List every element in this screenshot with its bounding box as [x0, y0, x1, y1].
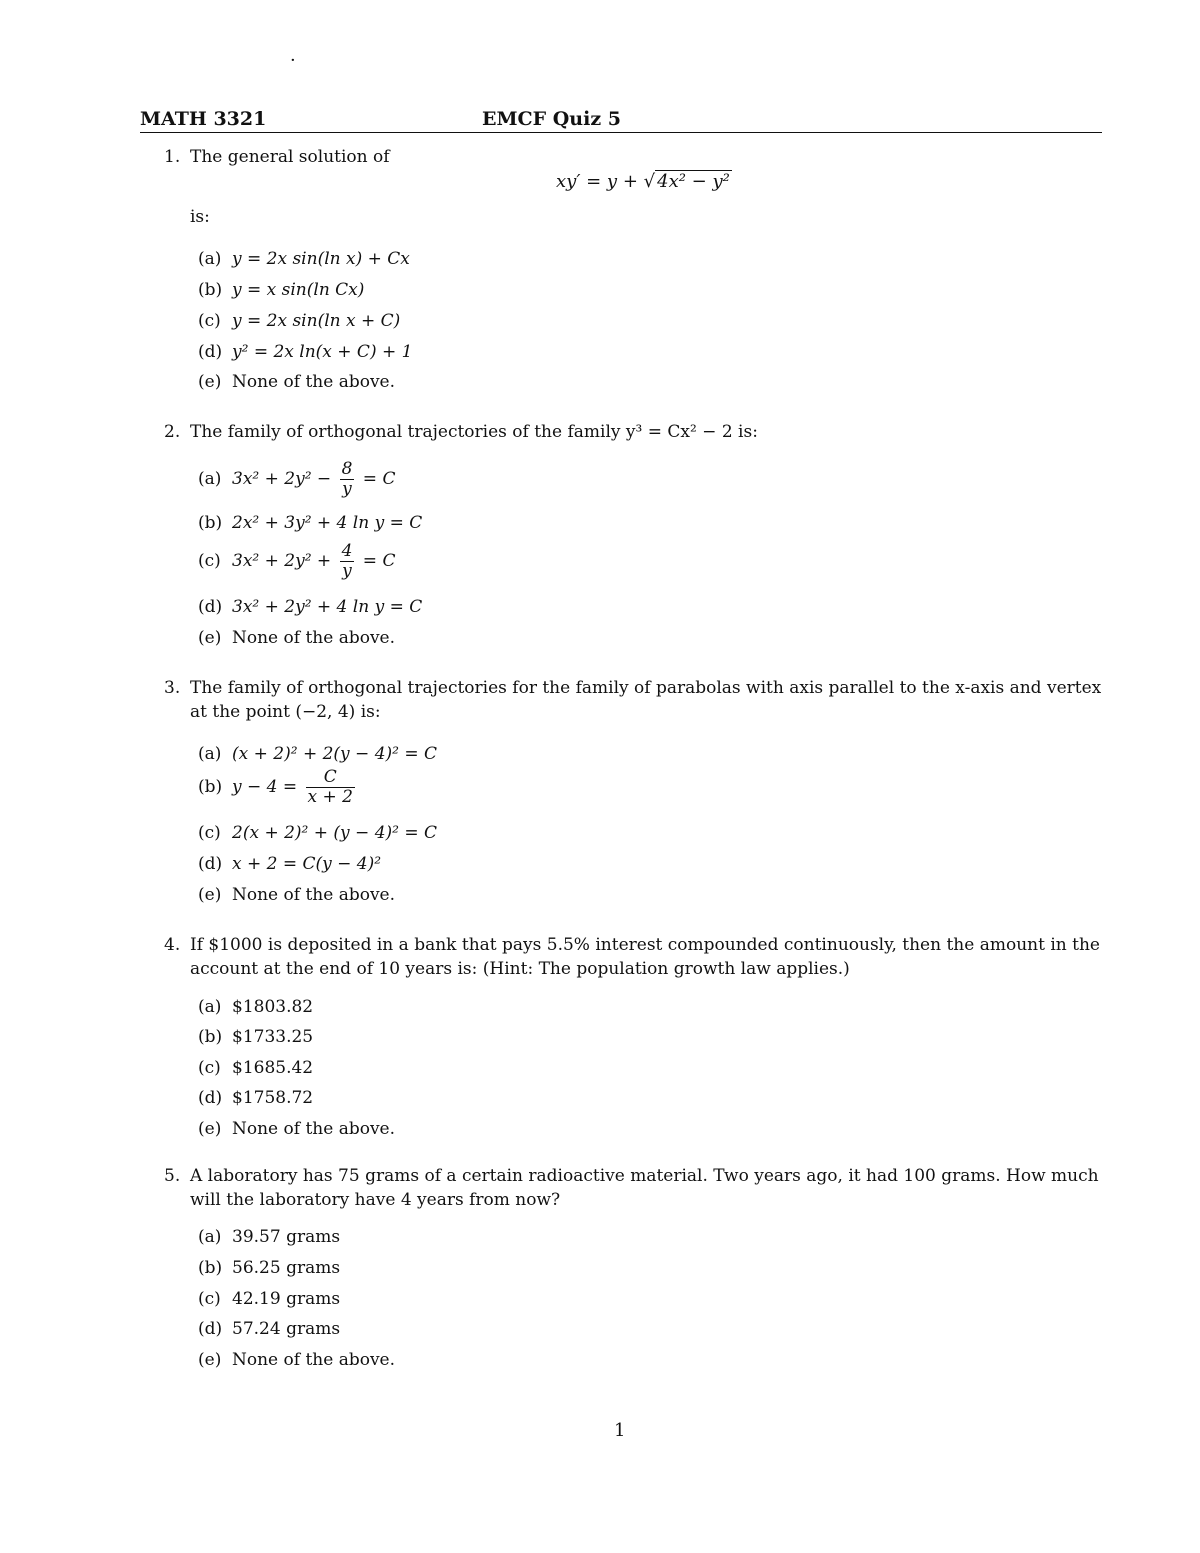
option-text: 57.24 grams [232, 1319, 341, 1339]
fraction-denominator: y [340, 561, 355, 581]
option-pre: 3x² + 2y² + [232, 551, 337, 571]
option-text: $1803.82 [232, 997, 314, 1017]
answer-option [198, 1347, 395, 1373]
option-text: y = 2x sin(ln x) + Cx [232, 249, 410, 269]
quiz-title: EMCF Quiz 5 [482, 108, 621, 130]
fraction-numerator: 4 [341, 541, 353, 561]
option-label: (c) [198, 551, 221, 571]
answer-option [198, 768, 358, 807]
option-label: (d) [198, 1319, 223, 1339]
answer-option [198, 820, 437, 846]
answer-option [198, 246, 410, 272]
option-pre: 3x² + 2y² − [232, 469, 337, 489]
option-label: (e) [198, 628, 222, 648]
radical-sign: √ [643, 171, 656, 192]
page-header [140, 108, 1102, 133]
option-text: $1758.72 [232, 1088, 314, 1108]
question-suffix: is: [190, 207, 210, 227]
stray-dot: · [290, 50, 296, 71]
question-text: The family of orthogonal trajectories for the family of parabolas with axis parallel to the x-axis and vertex at the point (−2, 4) is: [190, 678, 1102, 722]
answer-option [198, 625, 395, 651]
option-label: (a) [198, 1227, 222, 1247]
option-text: y² = 2x ln(x + C) + 1 [232, 342, 413, 362]
question-number: 1. [164, 147, 181, 167]
page-number: 1 [614, 1420, 626, 1441]
option-text: $1685.42 [232, 1058, 314, 1078]
option-text: 42.19 grams [232, 1289, 341, 1309]
question-text: A laboratory has 75 grams of a certain radioactive material. Two years ago, it had 100 grams. How much will the laboratory have 4 years from now? [190, 1166, 1099, 1210]
option-text: 3x² + 2y² + 4 ln y = C [232, 597, 423, 617]
option-label: (d) [198, 1088, 223, 1108]
answer-option [198, 851, 381, 877]
option-pre: y − 4 = [232, 777, 303, 797]
fraction-denominator: y [340, 479, 355, 499]
fraction [306, 768, 355, 807]
fraction-numerator: 8 [341, 459, 353, 479]
answer-option [198, 994, 313, 1020]
option-post: = C [357, 469, 396, 489]
equation-lhs: xy′ = y + [556, 171, 644, 192]
option-label: (c) [198, 311, 221, 331]
option-label: (e) [198, 1119, 222, 1139]
option-label: (b) [198, 513, 223, 533]
question-number: 3. [164, 678, 181, 698]
question-equation [556, 170, 732, 192]
answer-option [198, 1224, 340, 1250]
option-label: (c) [198, 823, 221, 843]
option-post: = C [357, 551, 396, 571]
option-text: 2x² + 3y² + 4 ln y = C [232, 513, 423, 533]
option-text: x + 2 = C(y − 4)² [232, 854, 382, 874]
option-label: (c) [198, 1289, 221, 1309]
answer-option [198, 460, 395, 499]
answer-option [198, 1255, 340, 1281]
question-number: 4. [164, 935, 181, 955]
answer-option [198, 594, 422, 620]
fraction-numerator: C [323, 767, 337, 787]
option-text: 2(x + 2)² + (y − 4)² = C [232, 823, 438, 843]
question-number: 5. [164, 1166, 181, 1186]
answer-option [198, 741, 437, 767]
answer-option [198, 1024, 313, 1050]
answer-option [198, 1116, 395, 1142]
option-text: None of the above. [232, 885, 396, 905]
option-text: $1733.25 [232, 1027, 314, 1047]
option-label: (b) [198, 1027, 223, 1047]
option-label: (c) [198, 1058, 221, 1078]
answer-option [198, 1055, 313, 1081]
option-text: None of the above. [232, 628, 396, 648]
question-text: The family of orthogonal trajectories of the family y³ = Cx² − 2 is: [190, 422, 758, 442]
option-label: (e) [198, 885, 222, 905]
answer-option [198, 1316, 340, 1342]
question-text: If $1000 is deposited in a bank that pays 5.5% interest compounded continuously, then the amount in the account at the end of 10 years is: (Hint: The population growth law applies.) [190, 935, 1100, 979]
question-text: The general solution of [190, 147, 390, 167]
option-label: (e) [198, 1350, 222, 1370]
fraction-denominator: x + 2 [307, 787, 353, 807]
option-label: (a) [198, 744, 222, 764]
answer-option [198, 542, 395, 581]
option-text: None of the above. [232, 1119, 396, 1139]
answer-option [198, 277, 364, 303]
question-number: 2. [164, 422, 181, 442]
answer-option [198, 1286, 340, 1312]
option-label: (d) [198, 597, 223, 617]
answer-option [198, 339, 412, 365]
option-text: 56.25 grams [232, 1258, 341, 1278]
option-label: (b) [198, 777, 223, 797]
option-label: (d) [198, 342, 223, 362]
option-label: (b) [198, 280, 223, 300]
course-code: MATH 3321 [140, 108, 267, 130]
option-text: None of the above. [232, 1350, 396, 1370]
answer-option [198, 308, 400, 334]
option-label: (e) [198, 372, 222, 392]
option-label: (b) [198, 1258, 223, 1278]
answer-option [198, 369, 395, 395]
fraction [340, 460, 355, 499]
fraction [340, 542, 355, 581]
option-text: y = 2x sin(ln x + C) [232, 311, 401, 331]
option-text: None of the above. [232, 372, 396, 392]
answer-option [198, 882, 395, 908]
option-text: 39.57 grams [232, 1227, 341, 1247]
option-label: (a) [198, 997, 222, 1017]
option-label: (d) [198, 854, 223, 874]
option-label: (a) [198, 249, 222, 269]
option-label: (a) [198, 469, 222, 489]
equation-radicand: 4x² − y² [657, 171, 730, 192]
option-text: y = x sin(ln Cx) [232, 280, 365, 300]
option-text: (x + 2)² + 2(y − 4)² = C [232, 744, 438, 764]
answer-option [198, 510, 422, 536]
answer-option [198, 1085, 313, 1111]
